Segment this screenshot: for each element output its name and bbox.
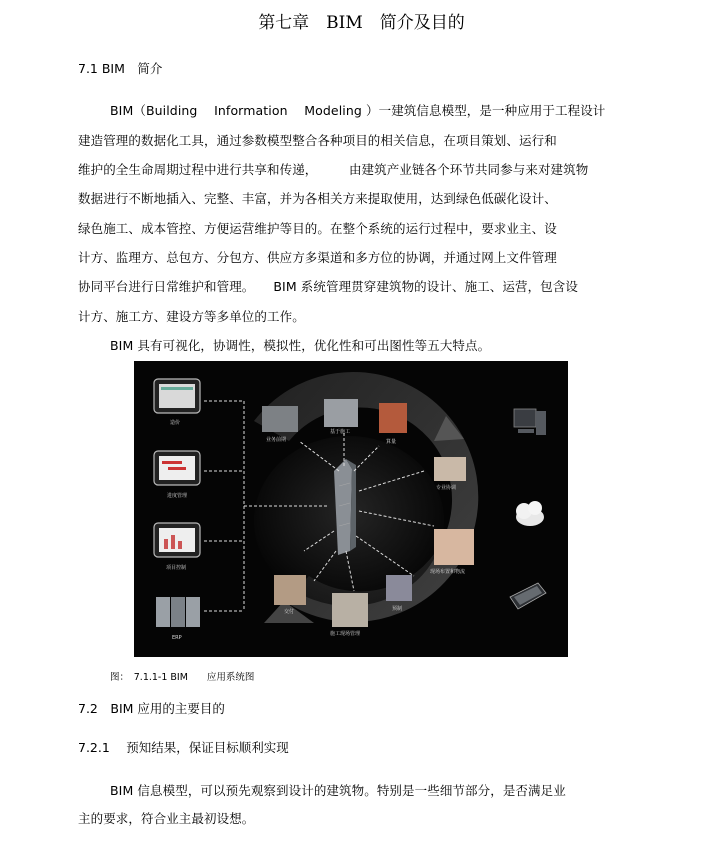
paragraph-line: 协同平台进行日常维护和管理。 BIM 系统管理贯穿建筑物的设计、施工、运营，包含设	[78, 279, 578, 294]
prefab-icon	[386, 575, 412, 601]
diagram-svg	[134, 361, 568, 657]
paragraph-line: 主的要求，符合业主最初设想。	[78, 811, 255, 826]
paragraph-line: 数据进行不断地插入、完整、丰富，并为各相关方来提取使用，达到绿色低碳化设计、	[78, 191, 557, 206]
section-heading-7-2: 7.2 BIM 应用的主要目的	[78, 701, 225, 716]
section-heading-7-1: 7.1 BIM 简介	[78, 61, 163, 76]
ring-label: 业务前期	[266, 437, 287, 443]
left-label: 进度管理	[167, 493, 188, 499]
paragraph-line: BIM 信息模型，可以预先观察到设计的建筑物。特别是一些细节部分，是否满足业	[110, 783, 566, 798]
ring-label: 算量	[386, 439, 397, 445]
site-management-icon	[332, 593, 368, 627]
ring-label: 交付	[284, 609, 295, 615]
page-title: 第七章 BIM 简介及目的	[258, 13, 465, 33]
construction-model-icon	[324, 399, 358, 427]
ring-label: 施工现场管理	[330, 631, 361, 637]
bim-application-diagram	[134, 361, 568, 657]
monitor-icon	[154, 451, 200, 485]
section-heading-7-2-1: 7.2.1 预知结果，保证目标顺利实现	[78, 740, 289, 755]
ring-label: 现场布置和物流	[430, 569, 466, 575]
building-model-icon	[262, 406, 298, 432]
ring-label: 基于施工	[330, 429, 351, 435]
monitor-icon	[154, 523, 200, 557]
paragraph-features: BIM 具有可视化，协调性，模拟性，优化性和可出图性等五大特点。	[110, 338, 491, 353]
left-label: 项目控制	[166, 565, 187, 571]
paragraph-line: 计方、监理方、总包方、分包方、供应方多渠道和多方位的协调，并通过网上文件管理	[78, 250, 557, 265]
monitor-icon	[154, 379, 200, 413]
paragraph-line: 绿色施工、成本管控、方便运营维护等目的。在整个系统的运行过程中，要求业主、设	[78, 221, 557, 236]
paragraph-line: 计方、施工方、建设方等多单位的工作。	[78, 309, 305, 324]
paragraph-line: 维护的全生命周期过程中进行共享和传递， 由建筑产业链各个环节共同参与来对建筑物	[78, 162, 589, 177]
cloud-icon	[516, 501, 544, 526]
paragraph-line: BIM（Building Information Modeling ）一建筑信息模型，是一种应用于工程设计	[110, 103, 606, 118]
ring-label: 预制	[392, 606, 403, 612]
left-label: ERP	[172, 635, 182, 641]
paragraph-line: 建造管理的数据化工具，通过参数模型整合各种项目的相关信息，在项目策划、运行和	[78, 133, 557, 148]
desktop-computer-icon	[514, 409, 546, 435]
quantity-blocks-icon	[379, 403, 407, 433]
site-layout-icon	[434, 529, 474, 565]
coordination-icon	[434, 457, 466, 481]
server-icon	[156, 597, 200, 627]
left-label: 造价	[170, 420, 181, 426]
ring-label: 专业协调	[436, 485, 457, 491]
delivery-icon	[274, 575, 306, 605]
figure-caption: 图： 7.1.1-1 BIM 应用系统图	[110, 672, 255, 683]
